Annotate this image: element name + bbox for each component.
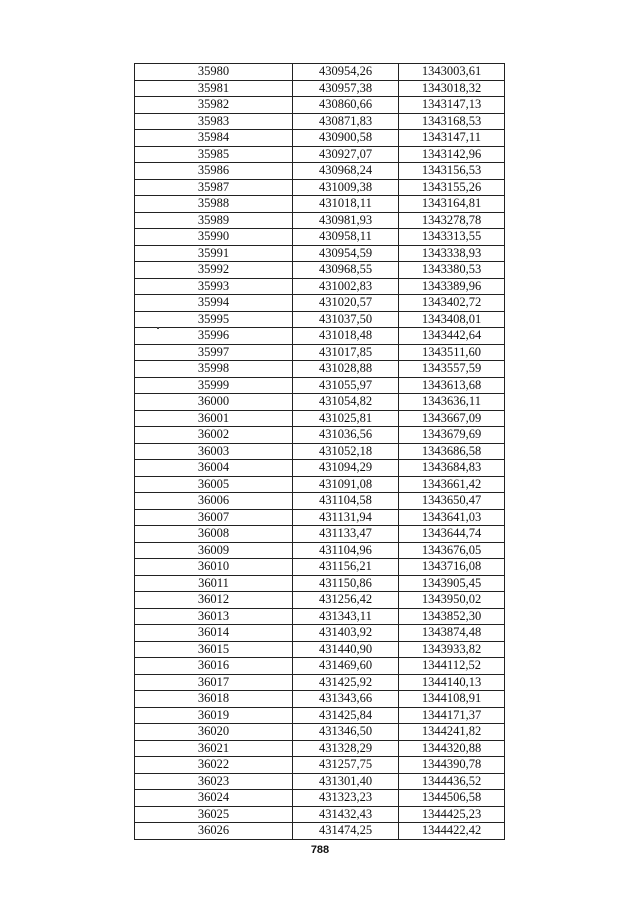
point-number-cell: 36026 <box>135 823 293 840</box>
x-coordinate-cell: 431150,86 <box>293 575 399 592</box>
point-number-cell: 35996 <box>135 328 293 345</box>
x-coordinate-cell: 431104,58 <box>293 493 399 510</box>
table-row <box>135 377 505 394</box>
y-coordinate-cell: 1343716,08 <box>399 559 505 576</box>
point-number-cell: 36023 <box>135 773 293 790</box>
x-coordinate-cell: 431257,75 <box>293 757 399 774</box>
x-coordinate-cell: 431020,57 <box>293 295 399 312</box>
y-coordinate-cell: 1343636,11 <box>399 394 505 411</box>
point-number-cell: 36003 <box>135 443 293 460</box>
x-coordinate-cell: 431301,40 <box>293 773 399 790</box>
point-number-cell: 35995 <box>135 311 293 328</box>
table-row <box>135 460 505 477</box>
table-row <box>135 394 505 411</box>
y-coordinate-cell: 1343644,74 <box>399 526 505 543</box>
y-coordinate-cell: 1343557,59 <box>399 361 505 378</box>
table-row <box>135 278 505 295</box>
y-coordinate-cell: 1344140,13 <box>399 674 505 691</box>
coordinates-table-body <box>135 64 505 840</box>
x-coordinate-cell: 431017,85 <box>293 344 399 361</box>
point-number-cell: 35993 <box>135 278 293 295</box>
point-number-cell: 35999 <box>135 377 293 394</box>
point-number-cell: 36025 <box>135 806 293 823</box>
y-coordinate-cell: 1344425,23 <box>399 806 505 823</box>
point-number-cell: 36007 <box>135 509 293 526</box>
point-number-cell: 35992 <box>135 262 293 279</box>
table-row <box>135 790 505 807</box>
y-coordinate-cell: 1343511,60 <box>399 344 505 361</box>
point-number-cell: 36016 <box>135 658 293 675</box>
table-row <box>135 509 505 526</box>
table-row <box>135 130 505 147</box>
x-coordinate-cell: 431469,60 <box>293 658 399 675</box>
y-coordinate-cell: 1343661,42 <box>399 476 505 493</box>
point-number-cell: 35982 <box>135 97 293 114</box>
table-row <box>135 361 505 378</box>
point-number-cell: 35990 <box>135 229 293 246</box>
point-number-cell: 36010 <box>135 559 293 576</box>
point-number-cell: 36015 <box>135 641 293 658</box>
table-row <box>135 179 505 196</box>
y-coordinate-cell: 1343168,53 <box>399 113 505 130</box>
y-coordinate-cell: 1343278,78 <box>399 212 505 229</box>
table-row <box>135 757 505 774</box>
point-number-cell: 35994 <box>135 295 293 312</box>
table-row <box>135 674 505 691</box>
table-row <box>135 823 505 840</box>
table-row <box>135 641 505 658</box>
x-coordinate-cell: 431094,29 <box>293 460 399 477</box>
y-coordinate-cell: 1343338,93 <box>399 245 505 262</box>
point-number-cell: 36014 <box>135 625 293 642</box>
table-row <box>135 311 505 328</box>
point-number-cell: 36011 <box>135 575 293 592</box>
table-row <box>135 806 505 823</box>
y-coordinate-cell: 1343164,81 <box>399 196 505 213</box>
point-number-cell: 35985 <box>135 146 293 163</box>
table-row <box>135 80 505 97</box>
x-coordinate-cell: 431133,47 <box>293 526 399 543</box>
table-row <box>135 328 505 345</box>
point-number-cell: 36019 <box>135 707 293 724</box>
x-coordinate-cell: 431440,90 <box>293 641 399 658</box>
y-coordinate-cell: 1343156,53 <box>399 163 505 180</box>
x-coordinate-cell: 430968,55 <box>293 262 399 279</box>
table-row <box>135 773 505 790</box>
point-number-cell: 36018 <box>135 691 293 708</box>
x-coordinate-cell: 430954,26 <box>293 64 399 81</box>
y-coordinate-cell: 1343147,11 <box>399 130 505 147</box>
point-number-cell: 35997 <box>135 344 293 361</box>
point-number-cell: 36004 <box>135 460 293 477</box>
point-number-cell: 36012 <box>135 592 293 609</box>
x-coordinate-cell: 431009,38 <box>293 179 399 196</box>
table-row <box>135 443 505 460</box>
x-coordinate-cell: 431054,82 <box>293 394 399 411</box>
x-coordinate-cell: 431343,66 <box>293 691 399 708</box>
y-coordinate-cell: 1343874,48 <box>399 625 505 642</box>
point-number-cell: 36008 <box>135 526 293 543</box>
table-row <box>135 97 505 114</box>
y-coordinate-cell: 1343933,82 <box>399 641 505 658</box>
stray-mark <box>157 327 159 329</box>
x-coordinate-cell: 430968,24 <box>293 163 399 180</box>
table-row <box>135 691 505 708</box>
y-coordinate-cell: 1344112,52 <box>399 658 505 675</box>
x-coordinate-cell: 430958,11 <box>293 229 399 246</box>
y-coordinate-cell: 1344422,42 <box>399 823 505 840</box>
y-coordinate-cell: 1343408,01 <box>399 311 505 328</box>
point-number-cell: 36002 <box>135 427 293 444</box>
point-number-cell: 36005 <box>135 476 293 493</box>
point-number-cell: 35998 <box>135 361 293 378</box>
point-number-cell: 35984 <box>135 130 293 147</box>
x-coordinate-cell: 431346,50 <box>293 724 399 741</box>
y-coordinate-cell: 1343380,53 <box>399 262 505 279</box>
table-row <box>135 163 505 180</box>
table-row <box>135 526 505 543</box>
x-coordinate-cell: 431474,25 <box>293 823 399 840</box>
y-coordinate-cell: 1343950,02 <box>399 592 505 609</box>
y-coordinate-cell: 1343402,72 <box>399 295 505 312</box>
y-coordinate-cell: 1343905,45 <box>399 575 505 592</box>
x-coordinate-cell: 431036,56 <box>293 427 399 444</box>
table-row <box>135 542 505 559</box>
y-coordinate-cell: 1343686,58 <box>399 443 505 460</box>
x-coordinate-cell: 431052,18 <box>293 443 399 460</box>
point-number-cell: 35991 <box>135 245 293 262</box>
table-row <box>135 724 505 741</box>
y-coordinate-cell: 1344241,82 <box>399 724 505 741</box>
x-coordinate-cell: 430981,93 <box>293 212 399 229</box>
y-coordinate-cell: 1343147,13 <box>399 97 505 114</box>
table-row <box>135 212 505 229</box>
page-number: 788 <box>310 844 330 856</box>
x-coordinate-cell: 431018,11 <box>293 196 399 213</box>
point-number-cell: 36006 <box>135 493 293 510</box>
y-coordinate-cell: 1343155,26 <box>399 179 505 196</box>
y-coordinate-cell: 1344390,78 <box>399 757 505 774</box>
table-row <box>135 344 505 361</box>
x-coordinate-cell: 430860,66 <box>293 97 399 114</box>
point-number-cell: 36022 <box>135 757 293 774</box>
x-coordinate-cell: 431037,50 <box>293 311 399 328</box>
x-coordinate-cell: 431091,08 <box>293 476 399 493</box>
table-row <box>135 262 505 279</box>
table-row <box>135 113 505 130</box>
point-number-cell: 36017 <box>135 674 293 691</box>
x-coordinate-cell: 431432,43 <box>293 806 399 823</box>
x-coordinate-cell: 431025,81 <box>293 410 399 427</box>
x-coordinate-cell: 431156,21 <box>293 559 399 576</box>
x-coordinate-cell: 431055,97 <box>293 377 399 394</box>
x-coordinate-cell: 431002,83 <box>293 278 399 295</box>
x-coordinate-cell: 430957,38 <box>293 80 399 97</box>
x-coordinate-cell: 431403,92 <box>293 625 399 642</box>
x-coordinate-cell: 431425,84 <box>293 707 399 724</box>
x-coordinate-cell: 431256,42 <box>293 592 399 609</box>
table-row <box>135 476 505 493</box>
table-row <box>135 64 505 81</box>
point-number-cell: 35980 <box>135 64 293 81</box>
y-coordinate-cell: 1343442,64 <box>399 328 505 345</box>
table-row <box>135 575 505 592</box>
x-coordinate-cell: 431028,88 <box>293 361 399 378</box>
table-row <box>135 592 505 609</box>
table-row <box>135 295 505 312</box>
x-coordinate-cell: 431425,92 <box>293 674 399 691</box>
y-coordinate-cell: 1343003,61 <box>399 64 505 81</box>
table-row <box>135 608 505 625</box>
table-row <box>135 196 505 213</box>
point-number-cell: 36009 <box>135 542 293 559</box>
x-coordinate-cell: 431104,96 <box>293 542 399 559</box>
x-coordinate-cell: 430900,58 <box>293 130 399 147</box>
point-number-cell: 35989 <box>135 212 293 229</box>
coordinates-table <box>134 63 505 840</box>
table-row <box>135 427 505 444</box>
point-number-cell: 36013 <box>135 608 293 625</box>
x-coordinate-cell: 431328,29 <box>293 740 399 757</box>
x-coordinate-cell: 431323,23 <box>293 790 399 807</box>
table-row <box>135 493 505 510</box>
table-row <box>135 410 505 427</box>
table-row <box>135 146 505 163</box>
y-coordinate-cell: 1343667,09 <box>399 410 505 427</box>
x-coordinate-cell: 430954,59 <box>293 245 399 262</box>
y-coordinate-cell: 1344436,52 <box>399 773 505 790</box>
y-coordinate-cell: 1343389,96 <box>399 278 505 295</box>
y-coordinate-cell: 1344108,91 <box>399 691 505 708</box>
table-row <box>135 229 505 246</box>
y-coordinate-cell: 1343142,96 <box>399 146 505 163</box>
y-coordinate-cell: 1343313,55 <box>399 229 505 246</box>
table-row <box>135 658 505 675</box>
point-number-cell: 35986 <box>135 163 293 180</box>
table-row <box>135 707 505 724</box>
y-coordinate-cell: 1343852,30 <box>399 608 505 625</box>
y-coordinate-cell: 1343018,32 <box>399 80 505 97</box>
y-coordinate-cell: 1344506,58 <box>399 790 505 807</box>
point-number-cell: 36000 <box>135 394 293 411</box>
y-coordinate-cell: 1343679,69 <box>399 427 505 444</box>
y-coordinate-cell: 1343613,68 <box>399 377 505 394</box>
point-number-cell: 36020 <box>135 724 293 741</box>
table-row <box>135 625 505 642</box>
point-number-cell: 36024 <box>135 790 293 807</box>
point-number-cell: 35983 <box>135 113 293 130</box>
point-number-cell: 35981 <box>135 80 293 97</box>
x-coordinate-cell: 430871,83 <box>293 113 399 130</box>
x-coordinate-cell: 431343,11 <box>293 608 399 625</box>
x-coordinate-cell: 431018,48 <box>293 328 399 345</box>
y-coordinate-cell: 1343641,03 <box>399 509 505 526</box>
y-coordinate-cell: 1343684,83 <box>399 460 505 477</box>
table-row <box>135 559 505 576</box>
table-row <box>135 245 505 262</box>
y-coordinate-cell: 1344171,37 <box>399 707 505 724</box>
point-number-cell: 36021 <box>135 740 293 757</box>
y-coordinate-cell: 1343676,05 <box>399 542 505 559</box>
point-number-cell: 35988 <box>135 196 293 213</box>
x-coordinate-cell: 430927,07 <box>293 146 399 163</box>
point-number-cell: 35987 <box>135 179 293 196</box>
x-coordinate-cell: 431131,94 <box>293 509 399 526</box>
y-coordinate-cell: 1344320,88 <box>399 740 505 757</box>
y-coordinate-cell: 1343650,47 <box>399 493 505 510</box>
table-row <box>135 740 505 757</box>
point-number-cell: 36001 <box>135 410 293 427</box>
